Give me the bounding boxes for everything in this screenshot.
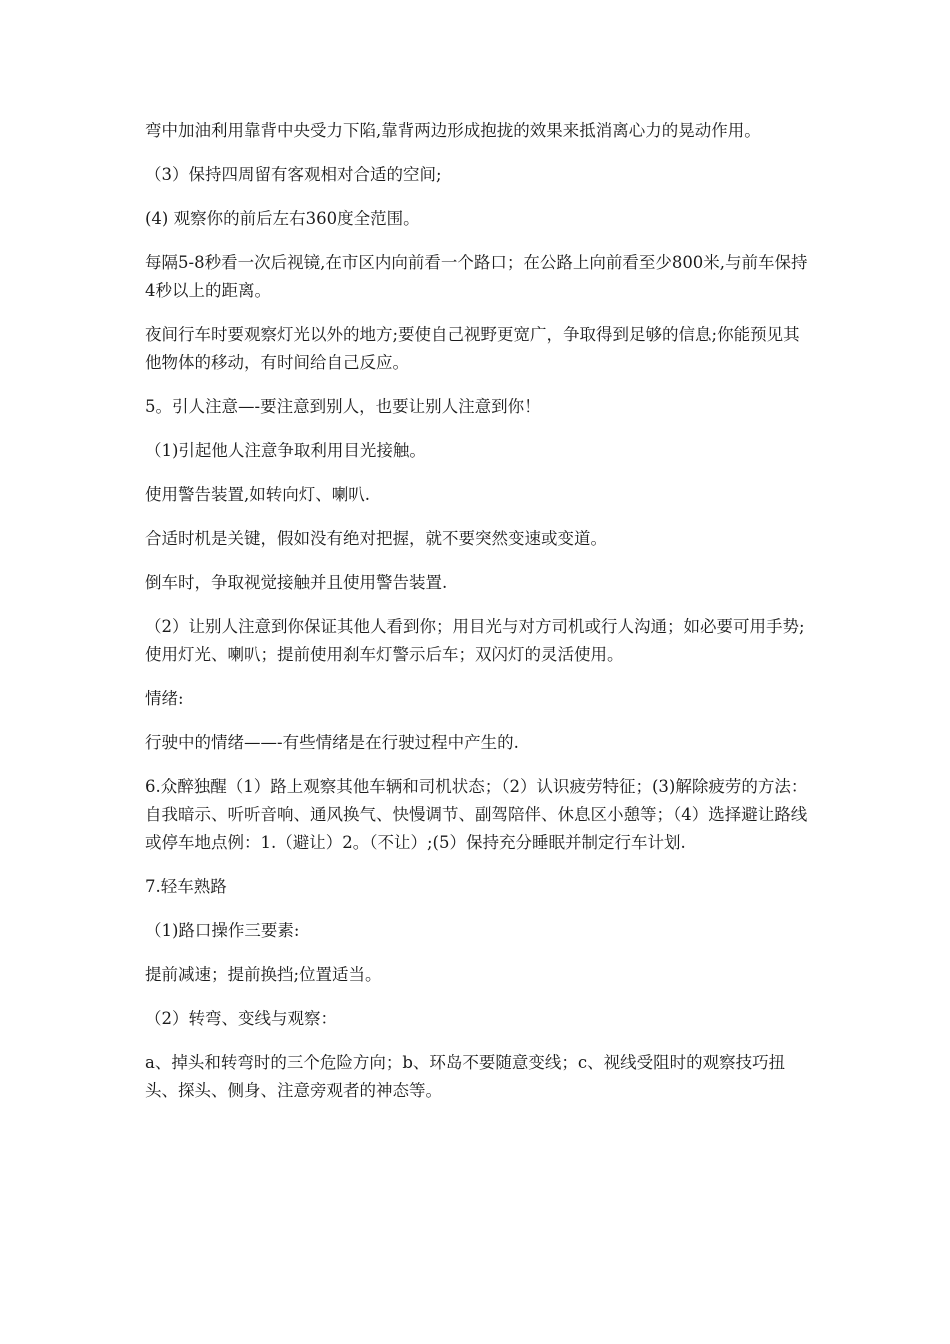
paragraph: 弯中加油利用靠背中央受力下陷,靠背两边形成抱拢的效果来抵消离心力的晃动作用。 xyxy=(145,121,761,140)
paragraph: （2）转弯、变线与观察： xyxy=(145,1009,337,1028)
paragraph: (4) 观察你的前后左右360度全范围。 xyxy=(145,209,420,228)
paragraph: 每隔5-8秒看一次后视镜,在市区内向前看一个路口；在公路上向前看至少800米,与前车保持4秒以上的距离。 xyxy=(145,253,808,300)
paragraph: （1)路口操作三要素: xyxy=(145,921,300,940)
paragraph: 夜间行车时要观察灯光以外的地方;要使自己视野更宽广，争取得到足够的信息;你能预见其他物体的移动，有时间给自己反应。 xyxy=(145,325,800,372)
paragraph: （2）让别人注意到你保证其他人看到你；用目光与对方司机或行人沟通；如必要可用手势;使用灯光、喇叭；提前使用刹车灯警示后车；双闪灯的灵活使用。 xyxy=(145,617,805,664)
section-heading: 5。引人注意—-要注意到别人，也要让别人注意到你！ xyxy=(145,397,541,416)
paragraph: 情绪: xyxy=(145,689,184,708)
paragraph: 提前减速；提前换挡;位置适当。 xyxy=(145,965,382,984)
paragraph: 使用警告装置,如转向灯、喇叭. xyxy=(145,485,370,504)
paragraph: 行驶中的情绪——-有些情绪是在行驶过程中产生的. xyxy=(145,733,519,752)
paragraph: 合适时机是关键，假如没有绝对把握，就不要突然变速或变道。 xyxy=(145,529,607,548)
paragraph: （1)引起他人注意争取利用目光接触。 xyxy=(145,441,426,460)
section-heading: 6.众醉独醒（1）路上观察其他车辆和司机状态；（2）认识疲劳特征；(3)解除疲劳的方法：自我暗示、听听音响、通风换气、快慢调节、副驾陪伴、休息区小憩等；（4）选择避让路线或停车地点例：1.（避让）2。（不让）;(5）保持充分睡眠并制定行车计划. xyxy=(145,777,808,852)
paragraph: 倒车时，争取视觉接触并且使用警告装置. xyxy=(145,573,448,592)
section-heading: 7.轻车熟路 xyxy=(145,877,227,896)
paragraph: a、掉头和转弯时的三个危险方向；b、环岛不要随意变线；c、视线受阻时的观察技巧扭头、探头、侧身、注意旁观者的神态等。 xyxy=(145,1053,786,1100)
paragraph: （3）保持四周留有客观相对合适的空间; xyxy=(145,165,442,184)
document-body xyxy=(145,117,810,1121)
